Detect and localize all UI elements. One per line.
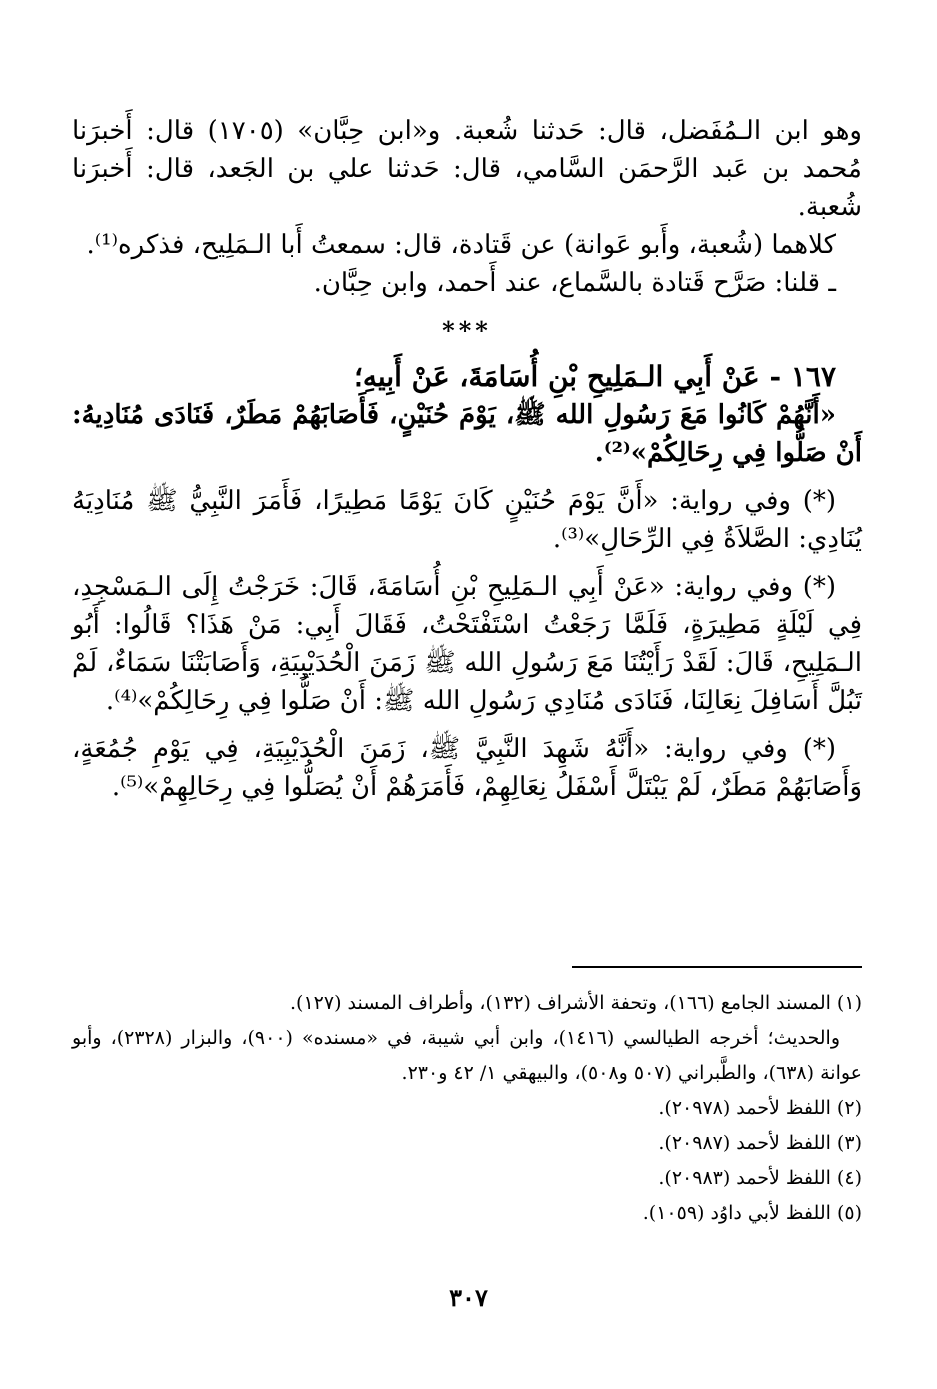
- section-separator: ***: [442, 316, 492, 345]
- page-number: ٣٠٧: [449, 1283, 488, 1312]
- footnote-4: (٤) اللفظ لأحمد (٢٠٩٨٣).: [658, 1167, 862, 1189]
- footnote-divider: [572, 966, 862, 968]
- footnote-1-sources: والحديث؛ أخرجه الطيالسي (١٤١٦)، وابن أبي شيبة، في «مسنده» (٩٠٠)، والبزار (٢٣٢٨)، وأبو عوانة (٦٣٨)، والطَّبراني (٥٠٧ و٥٠٨)، والبيهقي ١/ ٤٢ و٢٣٠.: [72, 1027, 862, 1084]
- riwaya-3: (*) وفي رواية: «أَنَّهُ شَهِدَ النَّبِيَّ ﷺ، زَمَنَ الْحُدَيْبِيَةِ، فِي يَوْمِ جُمُعَةٍ، وَأَصَابَهُمْ مَطَرٌ، لَمْ يَبْتَلَّ أَسْفَلُ نِعَالِهِمْ، فَأَمَرَهُمْ أَنْ يُصَلُّوا فِي رِحَالِهِمْ»⁽⁵⁾.: [72, 734, 862, 802]
- editor-note: ـ قلنا: صَرَّح قَتادة بالسَّماع، عند أَحمد، وابن حِبَّان.: [313, 268, 836, 298]
- isnad-summary: كلاهما (شُعبة، وأَبو عَوانة) عن قَتادة، قال: سمعتُ أَبا الـمَلِيح، فذكره⁽¹⁾.: [86, 230, 836, 260]
- footnotes: [72, 986, 862, 1231]
- footnote-1: (١) المسند الجامع (١٦٦)، وتحفة الأشراف (١٣٢)، وأطراف المسند (١٢٧).: [290, 992, 862, 1014]
- riwaya-2: (*) وفي رواية: «عَنْ أَبِي الـمَلِيحِ بْنِ أُسَامَةَ، قَالَ: خَرَجْتُ إِلَى الـمَسْجِدِ، فِي لَيْلَةٍ مَطِيرَةٍ، فَلَمَّا رَجَعْتُ اسْتَفْتَحْتُ، فَقَالَ أَبِي: مَنْ هَذَا؟ قَالُوا: أَبُو الـمَلِيحِ، قَالَ: لَقَدْ رَأَيْتُنَا مَعَ رَسُولِ الله ﷺ زَمَنَ الْحُدَيْبِيَةِ، وَأَصَابَتْنَا سَمَاءٌ، لَمْ تَبُلَّ أَسَافِلَ نِعَالِنَا، فَنَادَى مُنَادِي رَسُولِ الله ﷺ: أَنْ صَلُّوا فِي رِحَالِكُمْ»⁽⁴⁾.: [72, 572, 862, 716]
- hadith-text: «أَنَّهُمْ كَانُوا مَعَ رَسُولِ الله ﷺ، يَوْمَ حُنَيْنٍ، فَأَصَابَهُمْ مَطَرٌ، فَنَادَى مُنَادِيهُ: أَنْ صَلُّوا فِي رِحَالِكُمْ»⁽²⁾.: [72, 400, 862, 468]
- hadith-heading: ١٦٧ - عَنْ أَبِي الـمَلِيحِ بْنِ أُسَامَةَ، عَنْ أَبِيهِ؛: [353, 360, 836, 393]
- isnad-paragraph: وهو ابن الـمُفَضل، قال: حَدثنا شُعبة. و«ابن حِبَّان» (١٧٠٥) قال: أَخبرَنا مُحمد بن عَبد الرَّحمَن السَّامي، قال: حَدثنا علي بن الجَعد، قال: أَخبرَنا شُعبة.: [72, 116, 862, 222]
- footnote-3: (٣) اللفظ لأحمد (٢٠٩٨٧).: [658, 1132, 862, 1154]
- footnote-2: (٢) اللفظ لأحمد (٢٠٩٧٨).: [658, 1097, 862, 1119]
- main-text: [72, 112, 862, 806]
- riwaya-1: (*) وفي رواية: «أَنَّ يَوْمَ حُنَيْنٍ كَانَ يَوْمًا مَطِيرًا، فَأَمَرَ النَّبِيُّ ﷺ مُنَادِيَهُ يُنَادِي: الصَّلاَةُ فِي الرِّحَالِ»⁽³⁾.: [72, 486, 862, 554]
- footnote-5: (٥) اللفظ لأبي داوُد (١٠٥٩).: [642, 1202, 862, 1224]
